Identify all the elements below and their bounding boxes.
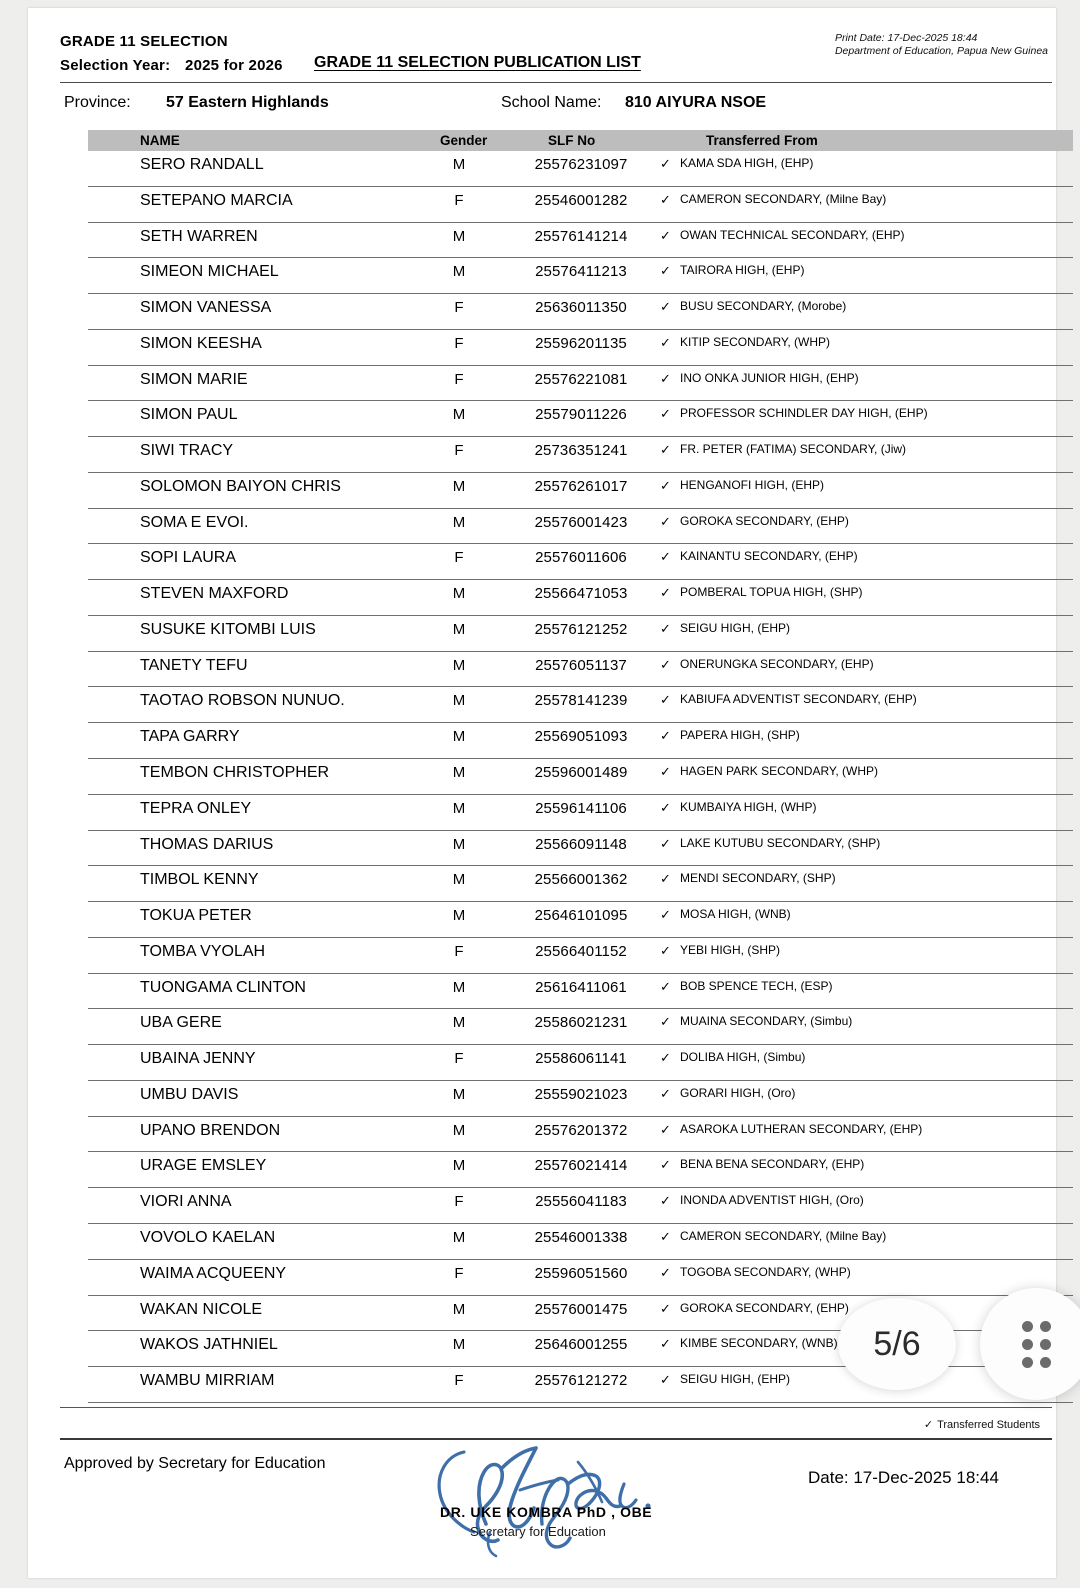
cell-name: SOLOMON BAIYON CHRIS [140,477,341,495]
school-name-value: 810 AIYURA NSOE [625,94,767,111]
cell-gender: M [452,1085,466,1103]
selection-year-value: 2025 for 2026 [185,57,283,74]
table-row [88,723,1073,759]
cell-name: STEVEN MAXFORD [140,585,289,603]
check-icon: ✓ [660,1264,671,1280]
province-label: Province: [64,94,131,111]
cell-name: URAGE EMSLEY [140,1157,267,1175]
table-body [88,151,1073,1403]
signatory-title: Secretary for Education [470,1524,606,1539]
cell-gender: M [452,227,466,245]
cell-name: TEPRA ONLEY [140,799,252,817]
cell-name: SUSUKE KITOMBI LUIS [140,620,316,638]
grid-menu-button[interactable] [980,1288,1080,1400]
cell-slf-no: 25636011350 [535,299,627,317]
cell-name: WAKAN NICOLE [140,1300,263,1318]
cell-transferred-from: GOROKA SECONDARY, (EHP) [680,513,849,528]
check-icon: ✓ [660,1193,671,1209]
check-icon: ✓ [660,835,671,851]
publication-list-title: GRADE 11 SELECTION PUBLICATION LIST [314,54,641,71]
cell-name: SIMON MARIE [140,370,248,388]
table-row [88,938,1073,974]
check-icon: ✓ [660,1228,671,1244]
cell-slf-no: 25646101095 [534,907,628,925]
table-row [88,437,1073,473]
cell-name: SIWI TRACY [140,442,234,460]
cell-name: WAIMA ACQUEENY [140,1264,287,1282]
cell-name: THOMAS DARIUS [140,835,274,853]
cell-slf-no: 25576201372 [534,1121,628,1139]
cell-gender: M [452,799,466,817]
cell-slf-no: 25576221081 [534,370,628,388]
cell-name: SIMON KEESHA [140,334,262,352]
cell-name: SOMA E EVOI. [140,513,249,531]
check-icon: ✓ [660,907,671,923]
cell-gender: F [454,942,464,960]
check-icon: ✓ [660,1157,671,1173]
cell-gender: F [454,549,464,567]
cell-name: VIORI ANNA [140,1193,232,1211]
cell-gender: F [454,442,464,460]
check-icon: ✓ [660,1085,671,1101]
check-icon: ✓ [660,549,671,565]
cell-name: UMBU DAVIS [140,1085,239,1103]
cell-slf-no: 25616411061 [535,978,627,996]
cell-name: UBA GERE [140,1014,222,1032]
cell-name: VOVOLO KAELAN [140,1228,276,1246]
cell-name: TEMBON CHRISTOPHER [140,764,330,782]
cell-gender: M [452,728,466,746]
cell-name: TOMBA VYOLAH [140,942,266,960]
cell-name: WAMBU MIRRIAM [140,1372,275,1390]
table-row [88,1081,1073,1117]
table-row [88,294,1073,330]
check-icon: ✓ [660,1121,671,1137]
selection-year-line [60,54,283,78]
cell-slf-no: 25566091148 [535,835,627,853]
cell-transferred-from: TOGOBA SECONDARY, (WHP) [680,1264,851,1279]
check-icon: ✓ [660,656,671,672]
cell-gender: M [452,513,466,531]
check-icon: ✓ [660,692,671,708]
report-title: GRADE 11 SELECTION [60,33,228,50]
cell-slf-no: 25566401152 [535,942,627,960]
cell-gender: M [452,1157,466,1175]
column-header-name: NAME [140,133,180,148]
cell-name: TANETY TEFU [140,656,248,674]
table-row [88,258,1073,294]
table-row [88,473,1073,509]
check-icon: ✓ [660,263,671,279]
check-icon: ✓ [660,370,671,386]
table-row [88,1009,1073,1045]
cell-transferred-from: KITIP SECONDARY, (WHP) [680,334,831,349]
table-row [88,580,1073,616]
cell-gender: F [454,370,464,388]
cell-transferred-from: BENA BENA SECONDARY, (EHP) [680,1157,865,1172]
cell-transferred-from: CAMERON SECONDARY, (Milne Bay) [680,1228,887,1243]
table-row [88,902,1073,938]
table-row [88,974,1073,1010]
cell-slf-no: 25579011226 [535,406,627,424]
header-right-block [835,32,1048,58]
table-row [88,759,1073,795]
cell-gender: F [454,299,464,317]
table-row [88,616,1073,652]
cell-name: SETH WARREN [140,227,258,245]
table-row [88,223,1073,259]
signatory-name: DR. UKE KOMBRA PhD , OBE [440,1504,653,1520]
table-row [88,509,1073,545]
cell-slf-no: 25566001362 [534,871,628,889]
cell-slf-no: 25546001282 [534,191,628,209]
cell-name: UBAINA JENNY [140,1050,256,1068]
cell-gender: M [452,692,466,710]
cell-gender: M [452,620,466,638]
check-icon: ✓ [660,728,671,744]
cell-gender: M [452,1014,466,1032]
cell-transferred-from: MUAINA SECONDARY, (Simbu) [680,1014,853,1029]
cell-slf-no: 25646001255 [534,1336,628,1354]
cell-gender: F [454,1193,464,1211]
table-row [88,831,1073,867]
header-left-block [60,30,283,78]
table-row [88,652,1073,688]
cell-slf-no: 25578141239 [534,692,628,710]
footer-divider-top [60,1407,1052,1408]
table-row [88,1188,1073,1224]
table-row [88,687,1073,723]
cell-transferred-from: KAINANTU SECONDARY, (EHP) [680,549,858,564]
check-icon: ✓ [660,191,671,207]
cell-slf-no: 25546001338 [534,1228,628,1246]
column-header-transferred-from: Transferred From [706,133,818,148]
meta-row [28,94,1056,122]
table-row [88,366,1073,402]
cell-gender: F [454,1050,464,1068]
cell-transferred-from: HAGEN PARK SECONDARY, (WHP) [680,764,879,779]
legend-label: Transferred Students [937,1419,1040,1431]
cell-transferred-from: KABIUFA ADVENTIST SECONDARY, (EHP) [680,692,917,707]
cell-transferred-from: OWAN TECHNICAL SECONDARY, (EHP) [680,227,905,242]
table-row [88,1260,1073,1296]
cell-slf-no: 25586061141 [535,1050,627,1068]
cell-name: UPANO BRENDON [140,1121,281,1139]
cell-slf-no: 25576011606 [535,549,627,567]
cell-transferred-from: MOSA HIGH, (WNB) [680,907,791,922]
approved-by-label: Approved by Secretary for Education [64,1455,326,1472]
table-row [88,401,1073,437]
check-icon: ✓ [660,406,671,422]
table-row [88,1152,1073,1188]
cell-transferred-from: PAPERA HIGH, (SHP) [680,728,800,743]
cell-transferred-from: KAMA SDA HIGH, (EHP) [680,156,814,170]
table-row [88,187,1073,223]
table-row [88,795,1073,831]
check-icon: ✓ [660,764,671,780]
cell-transferred-from: DOLIBA HIGH, (Simbu) [680,1050,806,1065]
cell-gender: M [452,978,466,996]
header-divider [60,82,1052,83]
cell-slf-no: 25596001489 [534,764,628,782]
table-row [88,330,1073,366]
cell-name: SIMEON MICHAEL [140,263,279,281]
cell-slf-no: 25576021414 [534,1157,628,1175]
cell-gender: F [454,1372,464,1390]
cell-name: SIMON PAUL [140,406,238,424]
check-icon: ✓ [660,799,671,815]
cell-slf-no: 25596051560 [534,1264,628,1282]
cell-transferred-from: SEIGU HIGH, (EHP) [680,1372,791,1387]
check-icon: ✓ [660,477,671,493]
cell-gender: M [452,406,466,424]
cell-slf-no: 25559021023 [534,1085,628,1103]
cell-gender: M [452,1336,466,1354]
grid-dots-icon [1022,1321,1051,1368]
cell-name: TAPA GARRY [140,728,240,746]
cell-slf-no: 25586021231 [534,1014,628,1032]
cell-name: SETEPANO MARCIA [140,191,293,209]
cell-gender: M [452,1228,466,1246]
check-icon: ✓ [660,871,671,887]
check-icon: ✓ [660,1372,671,1388]
cell-transferred-from: YEBI HIGH, (SHP) [680,942,781,957]
check-icon: ✓ [660,156,671,171]
table-row [88,1117,1073,1153]
cell-gender: F [454,1264,464,1282]
check-icon: ✓ [660,442,671,458]
cell-transferred-from: FR. PETER (FATIMA) SECONDARY, (Jiw) [680,442,907,457]
cell-transferred-from: BUSU SECONDARY, (Morobe) [680,299,847,314]
cell-slf-no: 25576121252 [534,620,628,638]
cell-gender: M [452,1121,466,1139]
cell-gender: M [452,585,466,603]
print-date: Print Date: 17-Dec-2025 18:44 [834,32,978,44]
cell-transferred-from: PROFESSOR SCHINDLER DAY HIGH, (EHP) [680,406,928,421]
cell-transferred-from: CAMERON SECONDARY, (Milne Bay) [680,191,887,206]
cell-gender: F [454,334,464,352]
signature-block [428,1428,728,1558]
cell-gender: M [452,1300,466,1318]
cell-slf-no: 25736351241 [534,442,628,460]
check-icon: ✓ [660,585,671,601]
cell-gender: M [452,907,466,925]
cell-gender: M [452,764,466,782]
table-row [88,866,1073,902]
page-indicator [838,1298,956,1390]
table-row [88,1224,1073,1260]
cell-transferred-from: HENGANOFI HIGH, (EHP) [680,477,825,492]
province-value: 57 Eastern Highlands [166,94,329,111]
cell-transferred-from: INO ONKA JUNIOR HIGH, (EHP) [680,370,859,385]
cell-slf-no: 25596201135 [535,334,627,352]
cell-transferred-from: GORARI HIGH, (Oro) [680,1085,796,1100]
table-row [88,1045,1073,1081]
check-icon: ✓ [660,1336,671,1352]
cell-transferred-from: SEIGU HIGH, (EHP) [680,620,791,635]
cell-transferred-from: ONERUNGKA SECONDARY, (EHP) [680,656,874,671]
cell-name: SERO RANDALL [140,156,264,173]
check-icon: ✓ [660,334,671,350]
transferred-student-legend [924,1418,1040,1431]
cell-name: TUONGAMA CLINTON [140,978,306,996]
cell-name: SOPI LAURA [140,549,237,567]
cell-slf-no: 25576121272 [534,1372,628,1390]
cell-transferred-from: TAIRORA HIGH, (EHP) [680,263,805,278]
cell-transferred-from: MENDI SECONDARY, (SHP) [680,871,836,886]
cell-transferred-from: LAKE KUTUBU SECONDARY, (SHP) [680,835,881,850]
cell-gender: M [452,477,466,495]
check-icon: ✓ [660,1300,671,1316]
document-header [28,8,1056,74]
cell-slf-no: 25569051093 [534,728,628,746]
cell-slf-no: 25596141106 [535,799,627,817]
cell-gender: F [454,191,464,209]
check-icon: ✓ [660,513,671,529]
column-header-gender: Gender [440,133,488,148]
table-header [88,130,1073,151]
cell-transferred-from: BOB SPENCE TECH, (ESP) [680,978,833,993]
cell-gender: M [452,263,466,281]
check-icon: ✓ [923,1419,934,1431]
cell-transferred-from: ASAROKA LUTHERAN SECONDARY, (EHP) [680,1121,923,1136]
cell-slf-no: 25576231097 [534,156,628,173]
footer-date: Date: 17-Dec-2025 18:44 [808,1468,999,1487]
cell-transferred-from: GOROKA SECONDARY, (EHP) [680,1300,849,1315]
cell-slf-no: 25556041183 [535,1193,627,1211]
cell-slf-no: 25576141214 [534,227,628,245]
department-name: Department of Education, Papua New Guinea [834,45,1048,57]
check-icon: ✓ [660,299,671,315]
cell-slf-no: 25576001423 [534,513,628,531]
cell-gender: M [452,656,466,674]
check-icon: ✓ [660,1014,671,1030]
page-indicator-label: 5/6 [873,1324,921,1363]
cell-gender: M [452,835,466,853]
cell-gender: M [452,156,466,173]
cell-slf-no: 25576001475 [534,1300,628,1318]
cell-name: WAKOS JATHNIEL [140,1336,278,1354]
cell-name: SIMON VANESSA [140,299,272,317]
check-icon: ✓ [660,620,671,636]
table-row [88,151,1073,187]
cell-transferred-from: KIMBE SECONDARY, (WNB) [680,1336,838,1351]
check-icon: ✓ [660,227,671,243]
cell-gender: M [452,871,466,889]
table-row [88,544,1073,580]
cell-transferred-from: POMBERAL TOPUA HIGH, (SHP) [680,585,863,600]
cell-slf-no: 25566471053 [534,585,628,603]
selection-year-label: Selection Year: [60,57,171,74]
school-name-label: School Name: [501,94,602,111]
check-icon: ✓ [660,978,671,994]
cell-transferred-from: KUMBAIYA HIGH, (WHP) [680,799,817,814]
cell-name: TIMBOL KENNY [140,871,259,889]
cell-name: TOKUA PETER [140,907,252,925]
column-header-slf-no: SLF No [548,133,596,148]
check-icon: ✓ [660,1050,671,1066]
cell-slf-no: 25576051137 [535,656,627,674]
check-icon: ✓ [660,942,671,958]
cell-name: TAOTAO ROBSON NUNUO. [140,692,345,710]
cell-slf-no: 25576411213 [535,263,627,281]
cell-transferred-from: INONDA ADVENTIST HIGH, (Oro) [680,1193,864,1208]
cell-slf-no: 25576261017 [534,477,628,495]
